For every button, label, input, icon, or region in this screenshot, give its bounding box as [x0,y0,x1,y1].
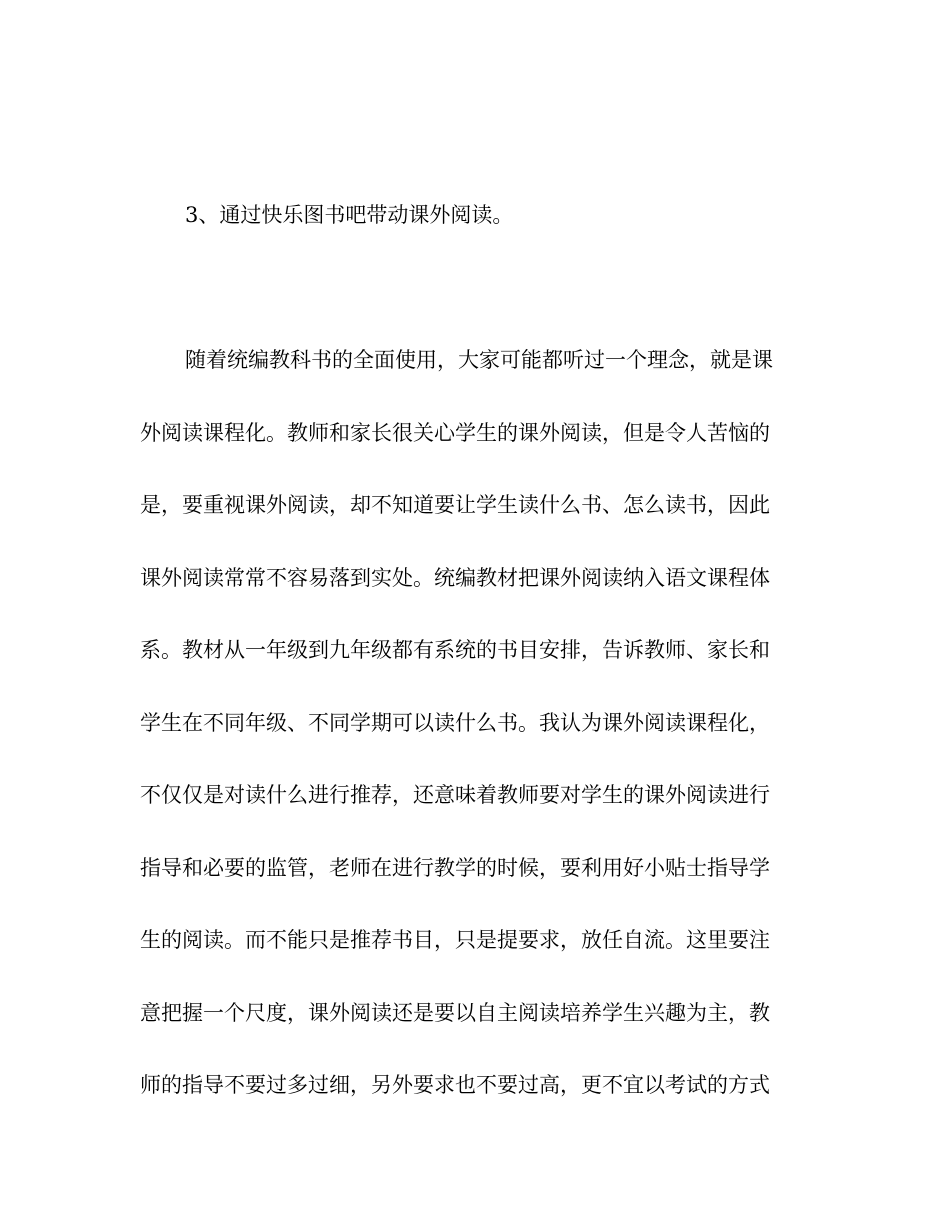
paragraph-line: 意把握一个尺度，课外阅读还是要以自主阅读培养学生兴趣为主，教 [140,1000,770,1025]
section-heading: 3、通过快乐图书吧带动课外阅读。 [185,203,514,227]
paragraph-line: 指导和必要的监管，老师在进行教学的时候，要利用好小贴士指导学 [140,855,770,880]
paragraph-line: 外阅读课程化。教师和家长很关心学生的课外阅读，但是令人苦恼的 [140,420,770,445]
body-paragraph [140,345,810,1143]
paragraph-line: 系。教材从一年级到九年级都有系统的书目安排，告诉教师、家长和 [140,638,770,662]
paragraph-line: 课外阅读常常不容易落到实处。统编教材把课外阅读纳入语文课程体 [140,565,770,590]
paragraph-line: 是，要重视课外阅读，却不知道要让学生读什么书、怎么读书，因此 [140,493,770,517]
paragraph-line: 不仅仅是对读什么进行推荐，还意味着教师要对学生的课外阅读进行 [140,783,770,807]
paragraph-line: 生的阅读。而不能只是推荐书目，只是提要求，放任自流。这里要注 [140,928,770,952]
paragraph-line: 随着统编教科书的全面使用，大家可能都听过一个理念，就是课 [185,348,773,372]
paragraph-line: 师的指导不要过多过细，另外要求也不要过高，更不宜以考试的方式 [140,1073,770,1097]
paragraph-line: 学生在不同年级、不同学期可以读什么书。我认为课外阅读课程化， [140,710,770,735]
